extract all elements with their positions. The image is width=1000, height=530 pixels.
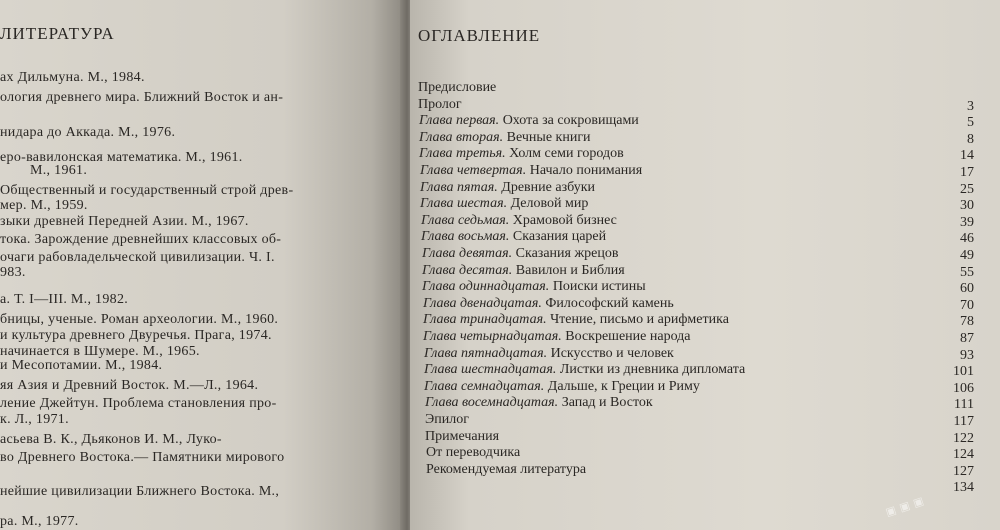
toc-row: [426, 478, 986, 494]
bibliography-line: ра. М., 1977.: [0, 514, 79, 529]
toc-chapter-title: Рекомендуемая литература: [426, 462, 587, 477]
toc-chapter-label: Глава седьмая.: [421, 213, 510, 228]
toc-entry-title: [422, 263, 625, 279]
toc-row: [423, 312, 983, 328]
toc-row: [426, 462, 986, 478]
bibliography-line: мер. М., 1959.: [0, 198, 88, 213]
toc-row: [422, 279, 982, 295]
toc-entry-title: [420, 163, 642, 179]
toc-chapter-label: Глава десятая.: [422, 263, 513, 278]
toc-chapter-label: Глава восьмая.: [421, 229, 510, 244]
toc-page-number: 14: [960, 148, 974, 163]
toc-entry-title: [425, 412, 469, 428]
toc-entry-title: [419, 130, 591, 146]
toc-page-number: 78: [960, 314, 974, 329]
toc-entry-title: [420, 196, 588, 212]
toc-chapter-title: Поиски истины: [549, 279, 646, 294]
bibliography-line: ах Дильмуна. М., 1984.: [0, 70, 145, 85]
toc-row: [418, 80, 978, 96]
toc-row: [424, 379, 984, 395]
toc-entry-title: [425, 429, 499, 445]
toc-chapter-label: Глава восемнадцатая.: [425, 395, 559, 410]
toc-chapter-title: Предисловие: [418, 80, 497, 95]
toc-chapter-title: Запад и Восток: [558, 395, 653, 410]
toc-row: [424, 362, 984, 378]
toc-entry-title: [423, 312, 729, 328]
toc-row: [423, 296, 983, 312]
toc-chapter-title: От переводчика: [426, 445, 521, 460]
toc-chapter-title: Листки из дневника дипломата: [556, 362, 746, 377]
toc-chapter-title: Древние азбуки: [497, 180, 595, 195]
toc-chapter-title: Сказания царей: [509, 229, 607, 244]
toc-page-number: 39: [960, 215, 974, 230]
bibliography-line: нейшие цивилизации Ближнего Востока. М.,: [0, 484, 280, 499]
toc-page-number: 17: [960, 165, 974, 180]
toc-entry-title: [421, 229, 606, 245]
toc-row: [419, 146, 979, 162]
toc-row: [418, 97, 978, 113]
bibliography-line: бницы, ученые. Роман археологии. М., 1960.: [0, 312, 279, 327]
toc-page-number: 49: [960, 248, 974, 263]
toc-entry-title: [425, 395, 653, 411]
toc-chapter-label: Глава девятая.: [422, 246, 513, 261]
toc-page-number: 30: [960, 198, 974, 213]
toc-page-number: 101: [953, 364, 974, 379]
toc-page-number: 8: [967, 132, 974, 147]
toc-page-number: 5: [967, 115, 974, 130]
toc-chapter-label: Глава четвертая.: [420, 163, 527, 178]
toc-page-number: 122: [953, 431, 974, 446]
toc-entry-title: [419, 146, 624, 162]
toc-row: [425, 412, 985, 428]
toc-entry-title: [424, 379, 700, 395]
bibliography-line: ология древнего мира. Ближний Восток и ан-: [0, 90, 284, 105]
toc-entry-title: [422, 279, 646, 295]
left-running-head: ЛИТЕРАТУРА: [0, 24, 115, 43]
toc-entry-title: [418, 80, 496, 96]
toc-chapter-title: Начало понимания: [526, 163, 643, 178]
toc-row: [426, 445, 986, 461]
toc-row: [424, 346, 984, 362]
toc-page-number: 124: [953, 447, 974, 462]
toc-chapter-label: Глава шестая.: [420, 196, 508, 211]
toc-chapter-title: Храмовой бизнес: [509, 213, 617, 228]
toc-entry-title: [423, 296, 674, 312]
bibliography-line: тока. Зарождение древнейших классовых об-: [0, 232, 282, 247]
toc-chapter-label: Глава шестнадцатая.: [424, 362, 557, 377]
toc-page-number: 117: [953, 414, 974, 429]
toc-row: [421, 229, 981, 245]
toc-chapter-title: Деловой мир: [507, 196, 589, 211]
toc-chapter-title: Холм семи городов: [505, 146, 624, 161]
toc-chapter-title: Примечания: [425, 429, 500, 444]
toc-entry-title: [423, 329, 691, 345]
toc-chapter-title: Сказания жрецов: [512, 246, 619, 261]
toc-page-number: 93: [960, 348, 974, 363]
bibliography-line: яя Азия и Древний Восток. М.—Л., 1964.: [0, 378, 259, 393]
toc-chapter-label: Глава одиннадцатая.: [422, 279, 550, 294]
toc-chapter-title: Охота за сокровищами: [499, 113, 639, 128]
toc-chapter-label: Глава семнадцатая.: [424, 379, 545, 394]
bibliography-line: зыки древней Передней Азии. М., 1967.: [0, 214, 249, 229]
toc-chapter-title: Дальше, к Греции и Риму: [544, 379, 700, 394]
toc-chapter-title: Философский камень: [541, 296, 674, 311]
bibliography-line: асьева В. К., Дьяконов И. М., Луко-: [0, 432, 222, 447]
toc-page-number: 134: [953, 480, 974, 495]
toc-row: [425, 395, 985, 411]
bibliography-line: 983.: [0, 265, 26, 280]
toc-entry-title: [420, 180, 595, 196]
toc-chapter-label: Глава тринадцатая.: [423, 312, 547, 327]
bibliography-line: и культура древнего Двуречья. Прага, 1974.: [0, 328, 272, 343]
toc-entry-title: [426, 462, 586, 478]
toc-row: [420, 163, 980, 179]
toc-page-number: 106: [953, 381, 974, 396]
toc-chapter-label: Глава четырнадцатая.: [423, 329, 562, 344]
bibliography-line: Общественный и государственный строй древ-: [0, 183, 294, 198]
toc-chapter-title: Эпилог: [425, 412, 469, 427]
bibliography-line: М., 1961.: [30, 163, 88, 178]
toc-chapter-label: Глава пятая.: [420, 180, 498, 195]
toc-row: [425, 429, 985, 445]
bibliography-line: еро-вавилонская математика. М., 1961.: [0, 150, 243, 165]
toc-row: [422, 263, 982, 279]
toc-page-number: 3: [967, 99, 974, 114]
toc-chapter-title: Чтение, письмо и арифметика: [546, 312, 729, 327]
right-running-head: ОГЛАВЛЕНИЕ: [418, 26, 541, 45]
toc-row: [419, 130, 979, 146]
toc-row: [421, 213, 981, 229]
toc-page-number: 87: [960, 331, 974, 346]
toc-page-number: 70: [960, 298, 974, 313]
toc-entry-title: [426, 445, 520, 461]
toc-chapter-label: Глава вторая.: [419, 130, 504, 145]
toc-chapter-label: Глава двенадцатая.: [423, 296, 542, 311]
toc-chapter-label: Глава третья.: [419, 146, 506, 161]
bibliography-line: ление Джейтун. Проблема становления про-: [0, 396, 277, 411]
toc-row: [423, 329, 983, 345]
toc-chapter-title: Вавилон и Библия: [512, 263, 625, 278]
toc-entry-title: [424, 362, 745, 378]
toc-chapter-label: Глава пятнадцатая.: [424, 346, 548, 361]
toc-page-number: 111: [954, 397, 974, 412]
toc-page-number: 25: [960, 182, 974, 197]
toc-entry-title: [424, 346, 674, 362]
toc-entry-title: [419, 113, 639, 129]
toc-entry-title: [421, 213, 617, 229]
toc-row: [420, 196, 980, 212]
toc-entry-title: [422, 246, 618, 262]
bibliography-line: начинается в Шумере. М., 1965.: [0, 344, 200, 359]
toc-chapter-title: Пролог: [418, 97, 462, 112]
toc-page-number: 127: [953, 464, 974, 479]
bibliography-line: к. Л., 1971.: [0, 412, 69, 427]
toc-chapter-title: Искусство и человек: [547, 346, 674, 361]
bibliography-line: а. Т. I—III. М., 1982.: [0, 292, 129, 307]
toc-chapter-title: Вечные книги: [503, 130, 591, 145]
toc-row: [422, 246, 982, 262]
toc-page-number: 46: [960, 231, 974, 246]
bibliography-line: нидара до Аккада. М., 1976.: [0, 125, 176, 140]
toc-row: [420, 180, 980, 196]
bibliography-line: во Древнего Востока.— Памятники мирового: [0, 450, 285, 465]
toc-chapter-label: Глава первая.: [419, 113, 500, 128]
bibliography-line: и Месопотамии. М., 1984.: [0, 358, 163, 373]
toc-entry-title: [418, 97, 462, 113]
toc-chapter-title: Воскрешение народа: [561, 329, 691, 344]
watermark-icon: ▣ ▣ ▣: [884, 495, 926, 519]
toc-page-number: 60: [960, 281, 974, 296]
toc-page-number: 55: [960, 265, 974, 280]
bibliography-line: очаги рабовладельческой цивилизации. Ч. I.: [0, 250, 275, 265]
toc-row: [419, 113, 979, 129]
